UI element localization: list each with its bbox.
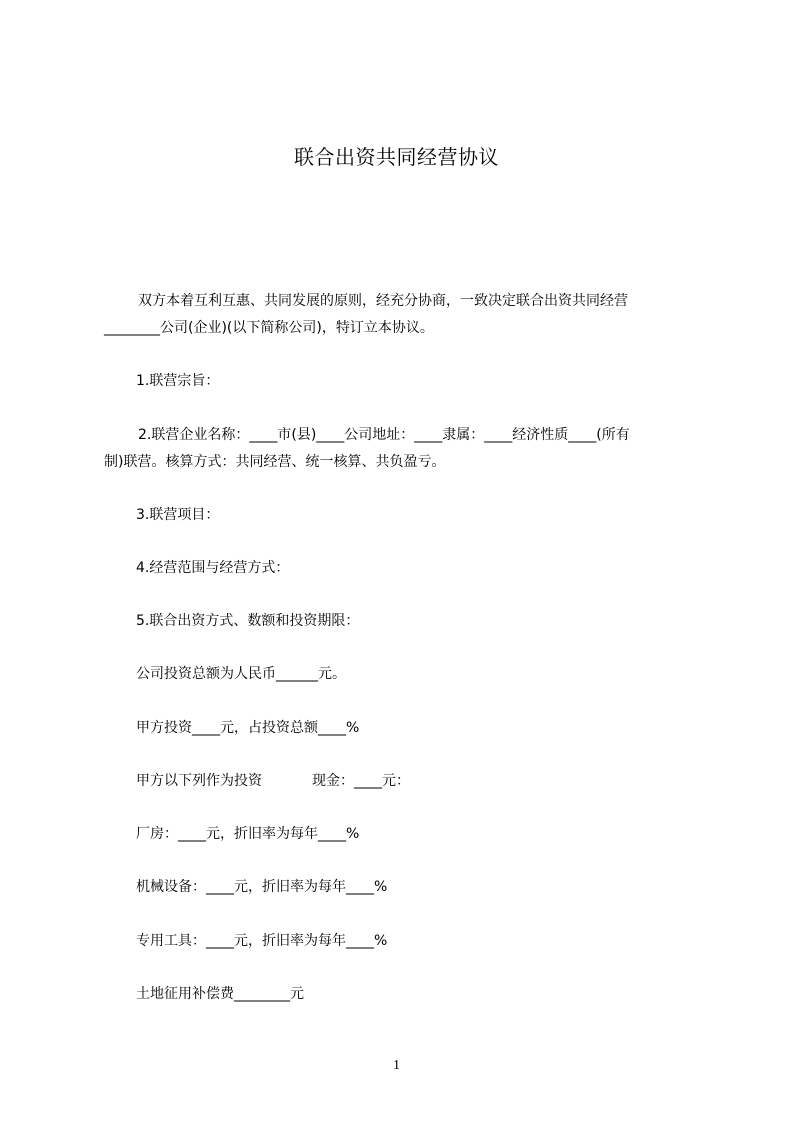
clause-2-line-2: 制)联营。核算方式：共同经营、统一核算、共负盈亏。	[104, 454, 446, 470]
intro-paragraph-line-1: 双方本着互利互惠、共同发展的原则，经充分协商，一致决定联合出资共同经营	[138, 293, 628, 309]
machinery-line: 机械设备：____元，折旧率为每年____%	[136, 879, 388, 895]
document-title: 联合出资共同经营协议	[294, 145, 499, 169]
factory-line: 厂房：____元，折旧率为每年____%	[136, 826, 360, 842]
page-number: 1	[393, 1058, 400, 1073]
land-compensation-line: 土地征用补偿费________元	[136, 986, 304, 1002]
tools-line: 专用工具：____元，折旧率为每年____%	[136, 933, 388, 949]
clause-4-scope: 4.经营范围与经营方式：	[136, 560, 290, 576]
cash-line: 现金：____元：	[312, 773, 410, 789]
clause-2-line-1: 2.联营企业名称：____市(县)____公司地址：____隶属：____经济性质____(所有	[138, 427, 630, 443]
clause-3-projects: 3.联营项目：	[136, 507, 220, 523]
clause-1-purpose: 1.联营宗旨：	[136, 373, 220, 389]
party-a-investment-line: 甲方投资____元，占投资总额____%	[136, 720, 360, 736]
clause-5-investment: 5.联合出资方式、数额和投资期限：	[136, 613, 360, 629]
party-a-items-prefix: 甲方以下列作为投资	[136, 773, 262, 789]
total-investment-line: 公司投资总额为人民币______元。	[136, 666, 346, 682]
intro-paragraph-line-2: ________公司(企业)(以下简称公司)，特订立本协议。	[104, 320, 434, 336]
